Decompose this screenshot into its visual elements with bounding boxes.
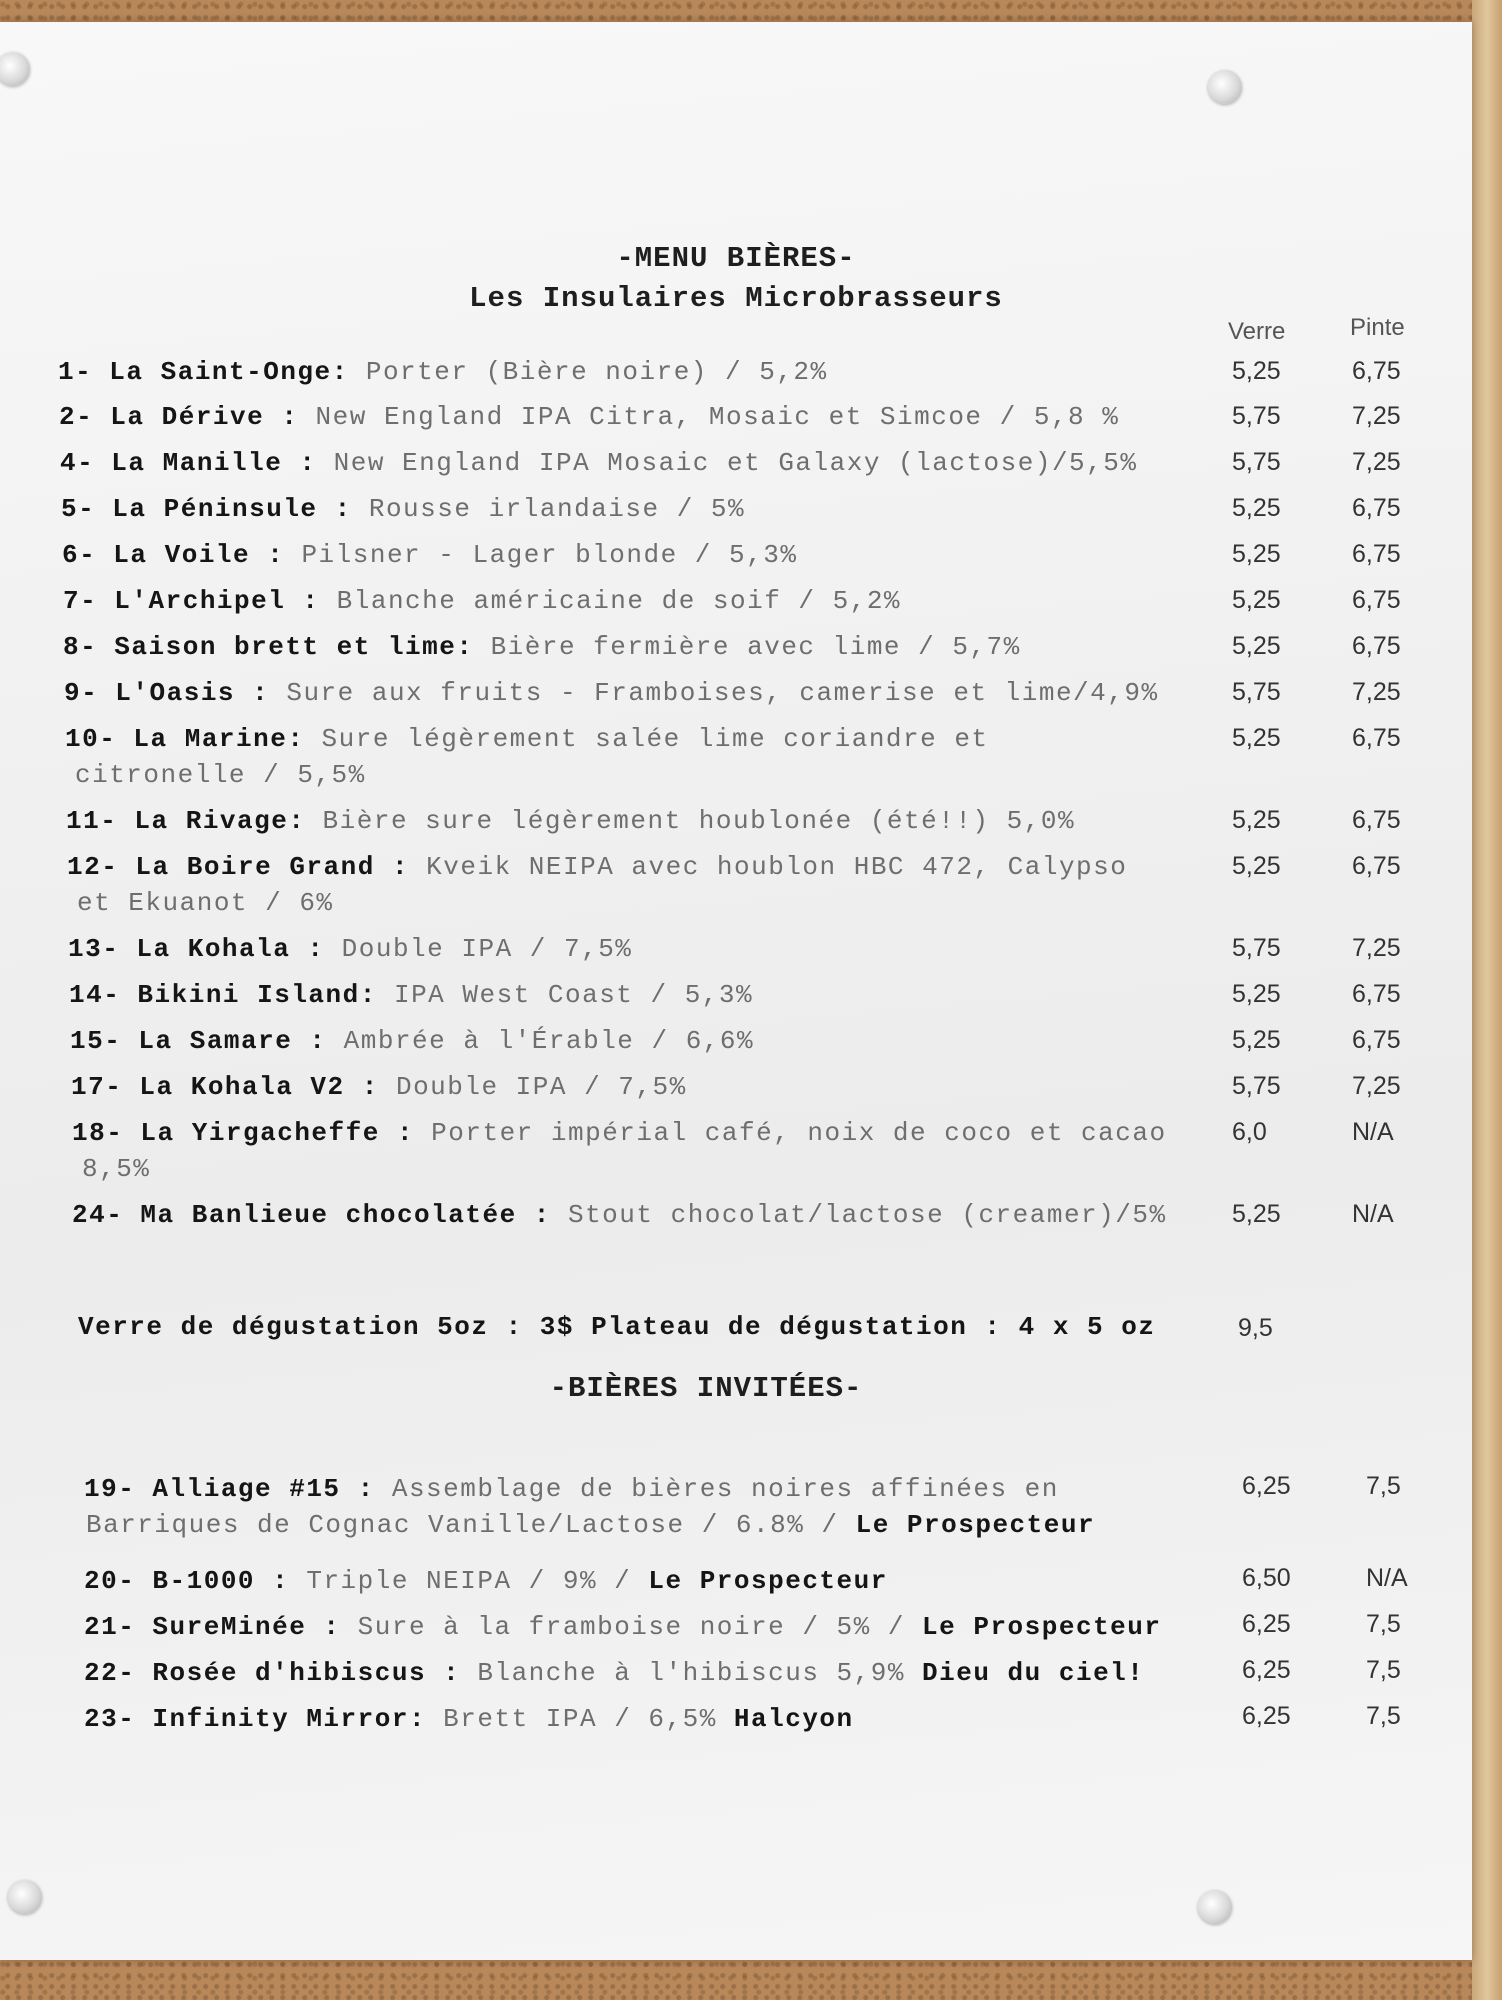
beer-style: IPA West Coast / 5,3% (376, 980, 754, 1010)
guest-beer-style: Assemblage de bières noires affinées en (374, 1474, 1059, 1504)
beer-style: New England IPA Mosaic et Galaxy (lactose)/5,5% (316, 448, 1138, 478)
price-pint: 6,75 (1352, 586, 1401, 614)
beer-description-cont: 8,5% (82, 1154, 151, 1184)
guest-beer-name: 21- SureMinée : (84, 1612, 341, 1642)
beer-name: 12- La Boire Grand : (67, 852, 410, 882)
price-glass: 5,75 (1232, 678, 1281, 706)
price-pint: 6,75 (1352, 806, 1401, 834)
guest-beer-name: 23- Infinity Mirror: (84, 1704, 427, 1734)
beer-description (66, 806, 1075, 836)
beer-style: New England IPA Citra, Mosaic et Simcoe / 5,8 % (298, 402, 1120, 432)
price-pint: 7,25 (1352, 934, 1401, 962)
guest-beer-name: 22- Rosée d'hibiscus : (84, 1658, 461, 1688)
price-glass: 5,75 (1232, 448, 1281, 476)
price-glass: 5,25 (1232, 724, 1281, 752)
beer-description (62, 540, 797, 570)
beer-style: Kveik NEIPA avec houblon HBC 472, Calypso (409, 852, 1128, 882)
guest-beer-description (84, 1658, 1144, 1688)
brewery-name: Halcyon (733, 1704, 854, 1734)
guest-beer-name: 20- B-1000 : (84, 1566, 290, 1596)
price-pint: 7,5 (1366, 1472, 1401, 1500)
beer-description (64, 678, 1159, 708)
price-pint: 7,5 (1366, 1702, 1401, 1730)
price-glass: 6,0 (1232, 1118, 1267, 1146)
guest-beer-style: Triple NEIPA / 9% / (289, 1566, 649, 1596)
price-glass: 5,25 (1232, 806, 1281, 834)
beer-name: 14- Bikini Island: (69, 980, 377, 1010)
price-glass: 5,25 (1232, 632, 1281, 660)
beer-style: Stout chocolat/lactose (creamer)/5% (550, 1200, 1167, 1230)
beer-description (68, 934, 632, 964)
tasting-price: 9,5 (1238, 1314, 1273, 1342)
beer-description (70, 1026, 754, 1056)
beer-name: 7- L'Archipel : (63, 586, 320, 616)
beer-description (59, 402, 1119, 432)
beer-name: 10- La Marine: (65, 724, 305, 754)
tasting-info: Verre de dégustation 5oz : 3$ Plateau de dégustation : 4 x 5 oz (78, 1312, 1156, 1342)
column-header-glass: Verre (1228, 318, 1286, 345)
menu-subtitle: Les Insulaires Microbrasseurs (469, 282, 1003, 315)
beer-description (63, 586, 901, 616)
beer-style: Bière fermière avec lime / 5,7% (473, 632, 1021, 662)
price-pint: N/A (1352, 1200, 1394, 1228)
beer-description (72, 1200, 1167, 1230)
frame-edge (1472, 0, 1502, 2000)
beer-description (60, 448, 1137, 478)
price-pint: 7,25 (1352, 402, 1401, 430)
beer-description (63, 632, 1021, 662)
guest-beer-style: Sure à la framboise noire / 5% / (340, 1612, 923, 1642)
guest-beer-description-cont (86, 1510, 1095, 1540)
beer-description (67, 852, 1127, 882)
beer-description (58, 357, 828, 387)
price-glass: 5,25 (1232, 586, 1281, 614)
beer-style: Porter impérial café, noix de coco et cacao (414, 1118, 1167, 1148)
price-glass: 6,25 (1242, 1656, 1291, 1684)
beer-style: Bière sure légèrement houblonée (été!!) 5,0% (305, 806, 1076, 836)
price-pint: 6,75 (1352, 980, 1401, 1008)
menu-title: -MENU BIÈRES- (616, 242, 856, 275)
beer-description (72, 1118, 1167, 1148)
pushpin-icon (8, 1880, 42, 1914)
beer-name: 9- L'Oasis : (64, 678, 270, 708)
guest-beer-style: Brett IPA / 6,5% (426, 1704, 734, 1734)
beer-name: 17- La Kohala V2 : (71, 1072, 379, 1102)
brewery-name: Le Prospecteur (648, 1566, 888, 1596)
price-glass: 5,75 (1232, 1072, 1281, 1100)
beer-name: 24- Ma Banlieue chocolatée : (72, 1200, 551, 1230)
beer-description-cont: et Ekuanot / 6% (77, 888, 334, 918)
price-glass: 6,25 (1242, 1472, 1291, 1500)
guest-beers-title: -BIÈRES INVITÉES- (549, 1372, 863, 1405)
beer-style: Pilsner - Lager blonde / 5,3% (284, 540, 798, 570)
guest-beer-description (84, 1474, 1059, 1504)
beer-name: 5- La Péninsule : (61, 494, 352, 524)
beer-name: 2- La Dérive : (59, 402, 299, 432)
beer-style: Rousse irlandaise / 5% (351, 494, 746, 524)
guest-beer-description (84, 1704, 854, 1734)
price-pint: 7,25 (1352, 1072, 1401, 1100)
beer-style: Ambrée à l'Érable / 6,6% (326, 1026, 755, 1056)
beer-name: 1- La Saint-Onge: (58, 357, 349, 387)
beer-description (69, 980, 753, 1010)
beer-style: Sure légèrement salée lime coriandre et (304, 724, 989, 754)
beer-style: Blanche américaine de soif / 5,2% (319, 586, 902, 616)
price-glass: 5,25 (1232, 852, 1281, 880)
price-pint: 6,75 (1352, 494, 1401, 522)
pushpin-icon (1208, 70, 1242, 104)
guest-beer-description (84, 1566, 888, 1596)
brewery-name: Dieu du ciel! (922, 1658, 1145, 1688)
price-glass: 5,25 (1232, 1200, 1281, 1228)
price-glass: 5,25 (1232, 1026, 1281, 1054)
price-glass: 5,25 (1232, 357, 1281, 385)
beer-description (65, 724, 989, 754)
beer-description-cont: citronelle / 5,5% (75, 760, 366, 790)
price-glass: 5,25 (1232, 494, 1281, 522)
price-pint: 6,75 (1352, 357, 1401, 385)
column-header-pint: Pinte (1350, 314, 1405, 341)
beer-name: 18- La Yirgacheffe : (72, 1118, 415, 1148)
price-glass: 5,25 (1232, 980, 1281, 1008)
beer-description (71, 1072, 687, 1102)
pushpin-icon (0, 52, 30, 86)
beer-style: Double IPA / 7,5% (378, 1072, 687, 1102)
beer-name: 6- La Voile : (62, 540, 285, 570)
price-glass: 5,25 (1232, 540, 1281, 568)
price-pint: 6,75 (1352, 724, 1401, 752)
price-pint: 6,75 (1352, 852, 1401, 880)
brewery-name: Le Prospecteur (922, 1612, 1162, 1642)
price-pint: 6,75 (1352, 632, 1401, 660)
beer-style: Double IPA / 7,5% (324, 934, 633, 964)
price-glass: 6,25 (1242, 1702, 1291, 1730)
beer-style: Porter (Bière noire) / 5,2% (348, 357, 828, 387)
price-glass: 5,75 (1232, 934, 1281, 962)
guest-beer-style: Blanche à l'hibiscus 5,9% (460, 1658, 923, 1688)
price-pint: 7,5 (1366, 1610, 1401, 1638)
beer-name: 13- La Kohala : (68, 934, 325, 964)
price-pint: 6,75 (1352, 540, 1401, 568)
menu-paper (0, 22, 1472, 1960)
price-glass: 6,25 (1242, 1610, 1291, 1638)
guest-beer-name: 19- Alliage #15 : (84, 1474, 375, 1504)
guest-beer-description (84, 1612, 1161, 1642)
beer-name: 15- La Samare : (70, 1026, 327, 1056)
price-pint: N/A (1352, 1118, 1394, 1146)
price-pint: 7,25 (1352, 678, 1401, 706)
beer-name: 8- Saison brett et lime: (63, 632, 474, 662)
price-pint: 7,25 (1352, 448, 1401, 476)
guest-beer-style-cont: Barriques de Cognac Vanille/Lactose / 6.8% / (86, 1510, 856, 1540)
beer-name: 4- La Manille : (60, 448, 317, 478)
price-pint: 7,5 (1366, 1656, 1401, 1684)
beer-style: Sure aux fruits - Framboises, camerise et lime/4,9% (269, 678, 1159, 708)
beer-description (61, 494, 745, 524)
brewery-name: Le Prospecteur (855, 1510, 1096, 1540)
price-glass: 5,75 (1232, 402, 1281, 430)
beer-name: 11- La Rivage: (66, 806, 306, 836)
price-pint: N/A (1366, 1564, 1408, 1592)
pushpin-icon (1198, 1890, 1232, 1924)
price-pint: 6,75 (1352, 1026, 1401, 1054)
price-glass: 6,50 (1242, 1564, 1291, 1592)
